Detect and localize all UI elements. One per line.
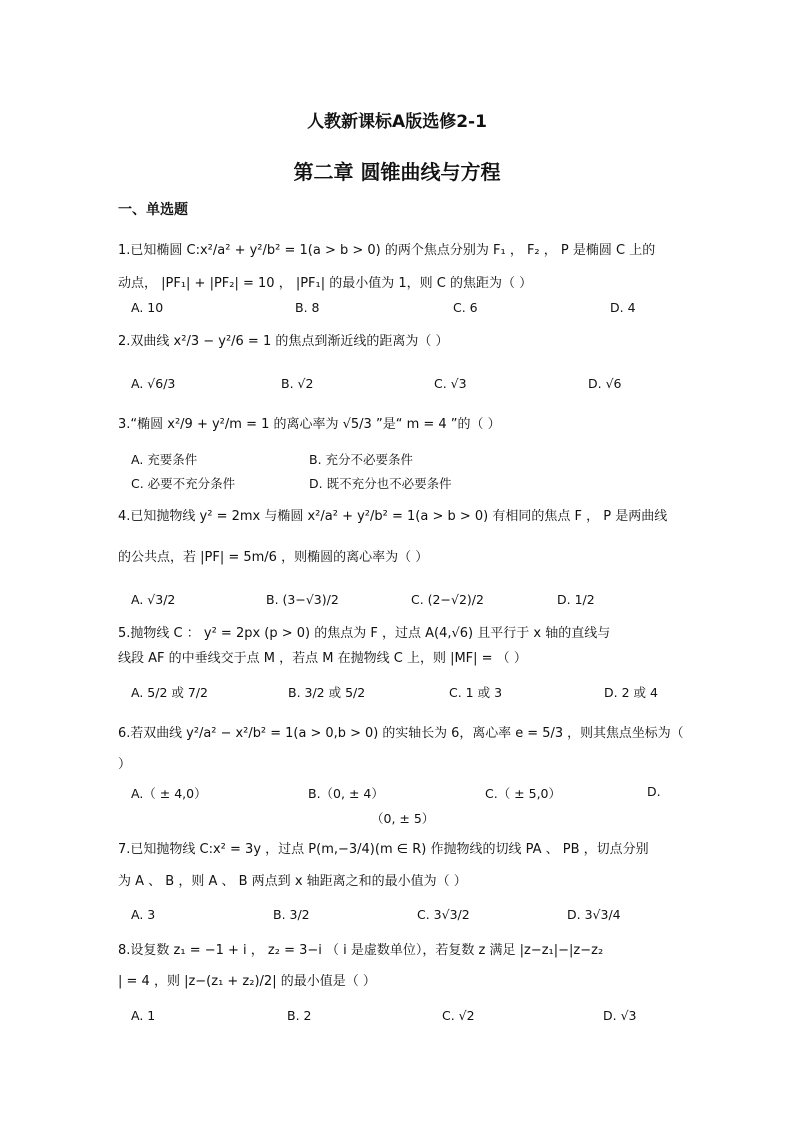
question-1-option-a: A. 10 [131,300,164,315]
question-8-line-1: 8.设复数 z₁ = −1 + i ， z₂ = 3−i （ i 是虚数单位），若复数 z 满足 |z−z₁|−|z−z₂ [118,943,604,958]
question-7-line-2: 为 A 、 B ，则 A 、 B 两点到 x 轴距离之和的最小值为（ ） [118,874,467,889]
question-1-line-1: 1.已知椭圆 C:x²/a² + y²/b² = 1(a > b > 0) 的两个焦点分别为 F₁ ， F₂ ， P 是椭圆 C 上的 [118,243,656,258]
question-7-option-a: A. 3 [131,907,156,922]
question-8-option-b: B. 2 [287,1008,312,1023]
question-6-line-2: ） [118,757,132,772]
question-6-option-d-value: （0, ± 5） [371,811,435,826]
question-8-option-c: C. √2 [442,1008,475,1023]
question-7-option-b: B. 3/2 [273,907,310,922]
question-5-line-1: 5.抛物线 C ： y² = 2px (p > 0) 的焦点为 F ，过点 A(4,√6) 且平行于 x 轴的直线与 [118,626,611,641]
question-8-option-d: D. √3 [603,1008,637,1023]
question-6-option-d: D. [647,784,661,799]
question-3-option-c: C. 必要不充分条件 [131,476,236,491]
question-3-line-1: 3.“椭圆 x²/9 + y²/m = 1 的离心率为 √5/3 ”是“ m = 4 ”的（ ） [118,417,501,432]
question-4-line-1: 4.已知抛物线 y² = 2mx 与椭圆 x²/a² + y²/b² = 1(a > b > 0) 有相同的焦点 F ， P 是两曲线 [118,509,668,524]
question-3-option-b: B. 充分不必要条件 [309,452,414,467]
question-2-option-b: B. √2 [281,376,314,391]
doc-title: 人教新课标A版选修2-1 [307,112,487,132]
question-2-line-1: 2.双曲线 x²/3 − y²/6 = 1 的焦点到渐近线的距离为（ ） [118,334,449,349]
question-1-option-b: B. 8 [295,300,320,315]
question-7-option-c: C. 3√3/2 [417,907,470,922]
section-heading: 一、单选题 [118,202,188,218]
question-3-option-d: D. 既不充分也不必要条件 [309,476,452,491]
question-4-option-d: D. 1/2 [557,592,595,607]
question-8-option-a: A. 1 [131,1008,156,1023]
question-2-option-d: D. √6 [588,376,622,391]
question-5-option-d: D. 2 或 4 [604,685,658,700]
question-5-line-2: 线段 AF 的中垂线交于点 M ，若点 M 在抛物线 C 上，则 |MF| = （ ） [118,651,527,666]
question-4-line-2: 的公共点，若 |PF| = 5m/6 ，则椭圆的离心率为（ ） [118,550,429,565]
question-7-option-d: D. 3√3/4 [567,907,621,922]
question-6-line-1: 6.若双曲线 y²/a² − x²/b² = 1(a > 0,b > 0) 的实轴长为 6，离心率 e = 5/3 ，则其焦点坐标为（ [118,726,684,741]
question-6-option-b: B.（0, ± 4） [308,786,384,801]
question-5-option-b: B. 3/2 或 5/2 [288,685,366,700]
question-6-option-a: A.（ ± 4,0） [131,786,207,801]
question-4-option-a: A. √3/2 [131,592,176,607]
question-4-option-b: B. (3−√3)/2 [266,592,339,607]
question-1-option-c: C. 6 [453,300,478,315]
question-1-line-2: 动点， |PF₁| + |PF₂| = 10 ， |PF₁| 的最小值为 1，则 C 的焦距为（ ） [118,276,533,291]
question-2-option-a: A. √6/3 [131,376,176,391]
question-1-option-d: D. 4 [610,300,636,315]
question-5-option-c: C. 1 或 3 [449,685,503,700]
question-7-line-1: 7.已知抛物线 C:x² = 3y ，过点 P(m,−3/4)(m ∈ R) 作抛物线的切线 PA 、 PB ，切点分别 [118,842,649,857]
question-6-option-c: C.（ ± 5,0） [485,786,562,801]
question-3-option-a: A. 充要条件 [131,452,198,467]
question-5-option-a: A. 5/2 或 7/2 [131,685,208,700]
question-2-option-c: C. √3 [434,376,467,391]
question-4-option-c: C. (2−√2)/2 [411,592,484,607]
chapter-title: 第二章 圆锥曲线与方程 [293,160,501,184]
question-8-line-2: | = 4 ，则 |z−(z₁ + z₂)/2| 的最小值是（ ） [118,974,376,989]
